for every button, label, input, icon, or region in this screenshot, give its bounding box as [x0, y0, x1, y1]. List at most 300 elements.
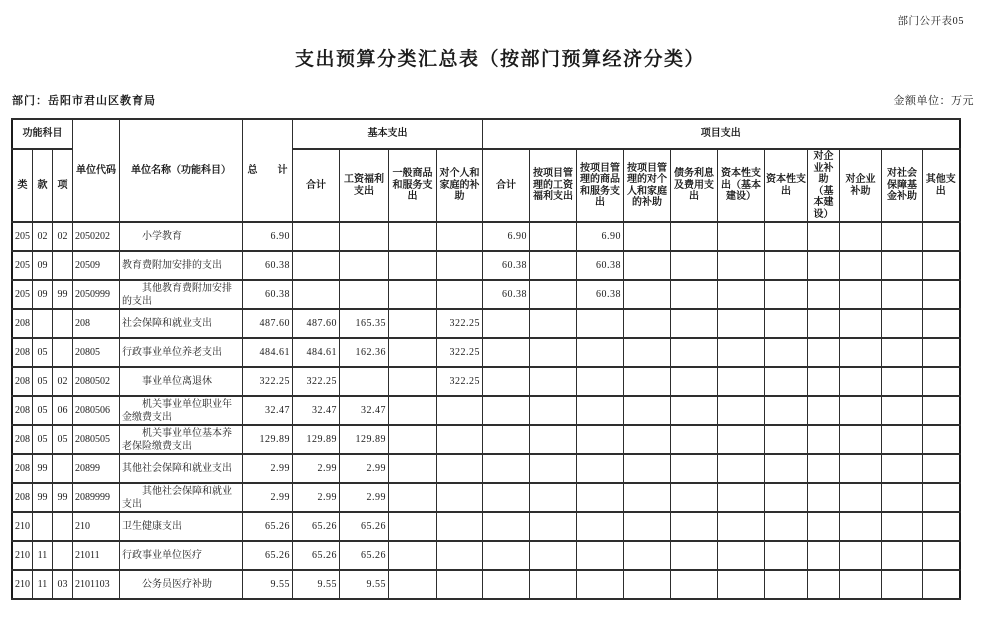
value-cell: [671, 309, 718, 338]
value-cell: [389, 338, 437, 367]
value-cell: [624, 396, 671, 425]
value-cell: [671, 367, 718, 396]
func-class-cell: 208: [12, 309, 33, 338]
header-basic-individual: 对个人和家庭的补助: [437, 149, 483, 222]
value-cell: 65.26: [293, 512, 340, 541]
value-cell: [530, 309, 577, 338]
func-item-cell: 05: [53, 425, 73, 454]
value-cell: [840, 396, 882, 425]
value-cell: [718, 280, 765, 309]
value-cell: [765, 454, 808, 483]
unit-code-cell: 2050202: [73, 222, 120, 251]
unit-name-cell: 教育费附加安排的支出: [120, 251, 243, 280]
value-cell: [483, 541, 530, 570]
value-cell: 65.26: [293, 541, 340, 570]
table-row: [12, 309, 960, 338]
value-cell: 2.99: [293, 483, 340, 512]
header-basic-total: 合计: [293, 149, 340, 222]
value-cell: [437, 396, 483, 425]
value-cell: [765, 338, 808, 367]
value-cell: [808, 512, 840, 541]
value-cell: [389, 570, 437, 599]
func-class-cell: 208: [12, 396, 33, 425]
value-cell: [718, 338, 765, 367]
value-cell: 322.25: [437, 338, 483, 367]
value-cell: [923, 222, 960, 251]
value-cell: [765, 541, 808, 570]
value-cell: [437, 280, 483, 309]
value-cell: [671, 483, 718, 512]
value-cell: [808, 570, 840, 599]
value-cell: [765, 222, 808, 251]
value-cell: [808, 396, 840, 425]
value-cell: 6.90: [577, 222, 624, 251]
value-cell: [882, 280, 923, 309]
value-cell: [923, 338, 960, 367]
func-class-cell: 205: [12, 222, 33, 251]
func-item-cell: [53, 338, 73, 367]
header-basic-wages: 工资福利支出: [340, 149, 389, 222]
header-enterprise-subsidy-construction: 对企业补助（基本建设）: [808, 149, 840, 222]
value-cell: [718, 454, 765, 483]
table-body: [12, 222, 960, 599]
value-cell: 60.38: [577, 280, 624, 309]
value-cell: [530, 570, 577, 599]
unit-name-cell: 小学教育: [120, 222, 243, 251]
value-cell: [483, 425, 530, 454]
func-item-cell: 99: [53, 280, 73, 309]
value-cell: [340, 367, 389, 396]
func-section-cell: 99: [33, 454, 53, 483]
value-cell: [882, 222, 923, 251]
value-cell: [293, 251, 340, 280]
value-cell: [624, 454, 671, 483]
value-cell: 2.99: [293, 454, 340, 483]
value-cell: [340, 222, 389, 251]
func-section-cell: [33, 512, 53, 541]
budget-table: [11, 118, 961, 600]
header-capital-construction: 资本性支出（基本建设）: [718, 149, 765, 222]
func-section-cell: 05: [33, 396, 53, 425]
header-other-expenditure: 其他支出: [923, 149, 960, 222]
value-cell: [718, 309, 765, 338]
unit-code-cell: 2080502: [73, 367, 120, 396]
value-cell: [765, 251, 808, 280]
value-cell: 2.99: [243, 454, 293, 483]
value-cell: [389, 541, 437, 570]
table-row: [12, 222, 960, 251]
value-cell: 129.89: [293, 425, 340, 454]
value-cell: 322.25: [437, 309, 483, 338]
table-row: [12, 338, 960, 367]
unit-code-cell: 2080506: [73, 396, 120, 425]
header-func-class: 类: [12, 149, 33, 222]
value-cell: [577, 396, 624, 425]
value-cell: [293, 222, 340, 251]
value-cell: [577, 454, 624, 483]
value-cell: [624, 541, 671, 570]
value-cell: [808, 425, 840, 454]
func-section-cell: 09: [33, 251, 53, 280]
unit-name-cell: 机关事业单位职业年金缴费支出: [120, 396, 243, 425]
table-row: [12, 280, 960, 309]
value-cell: [671, 454, 718, 483]
value-cell: [718, 396, 765, 425]
func-class-cell: 210: [12, 570, 33, 599]
value-cell: 9.55: [293, 570, 340, 599]
func-item-cell: [53, 309, 73, 338]
value-cell: [483, 396, 530, 425]
value-cell: [530, 512, 577, 541]
value-cell: [389, 222, 437, 251]
value-cell: [671, 425, 718, 454]
value-cell: [808, 251, 840, 280]
func-item-cell: 02: [53, 222, 73, 251]
value-cell: [808, 309, 840, 338]
meta-row: [12, 92, 974, 108]
value-cell: [840, 541, 882, 570]
value-cell: [671, 280, 718, 309]
value-cell: [765, 483, 808, 512]
value-cell: 2.99: [340, 454, 389, 483]
value-cell: 65.26: [243, 512, 293, 541]
value-cell: 322.25: [243, 367, 293, 396]
value-cell: [530, 425, 577, 454]
value-cell: 9.55: [340, 570, 389, 599]
value-cell: [808, 338, 840, 367]
value-cell: [483, 512, 530, 541]
value-cell: 60.38: [243, 251, 293, 280]
value-cell: [577, 541, 624, 570]
value-cell: [923, 396, 960, 425]
table-row: [12, 251, 960, 280]
unit-name-cell: 其他教育费附加安排的支出: [120, 280, 243, 309]
value-cell: [483, 570, 530, 599]
header-func-section: 款: [33, 149, 53, 222]
value-cell: [923, 541, 960, 570]
value-cell: [765, 280, 808, 309]
value-cell: 165.35: [340, 309, 389, 338]
unit-name-cell: 其他社会保障和就业支出: [120, 483, 243, 512]
value-cell: 65.26: [340, 512, 389, 541]
value-cell: [624, 251, 671, 280]
value-cell: [671, 541, 718, 570]
value-cell: 129.89: [243, 425, 293, 454]
value-cell: [840, 454, 882, 483]
header-basic-group: 基本支出: [293, 119, 483, 149]
value-cell: [530, 396, 577, 425]
value-cell: [389, 251, 437, 280]
value-cell: 60.38: [577, 251, 624, 280]
value-cell: [624, 338, 671, 367]
value-cell: [624, 570, 671, 599]
header-capital: 资本性支出: [765, 149, 808, 222]
table-row: [12, 570, 960, 599]
amount-unit-label: 金额单位：万元: [893, 95, 974, 107]
func-item-cell: 06: [53, 396, 73, 425]
func-class-cell: 208: [12, 425, 33, 454]
func-section-cell: 11: [33, 570, 53, 599]
func-item-cell: [53, 512, 73, 541]
value-cell: [923, 309, 960, 338]
unit-name-cell: 事业单位离退休: [120, 367, 243, 396]
func-section-cell: 05: [33, 367, 53, 396]
value-cell: [923, 512, 960, 541]
value-cell: [765, 425, 808, 454]
value-cell: 9.55: [243, 570, 293, 599]
table-row: [12, 425, 960, 454]
value-cell: [840, 512, 882, 541]
value-cell: [671, 251, 718, 280]
value-cell: [577, 338, 624, 367]
value-cell: [340, 251, 389, 280]
unit-code-cell: 20899: [73, 454, 120, 483]
header-debt-interest: 债务利息及费用支出: [671, 149, 718, 222]
func-item-cell: 02: [53, 367, 73, 396]
value-cell: [483, 338, 530, 367]
value-cell: [577, 483, 624, 512]
func-item-cell: [53, 541, 73, 570]
table-row: [12, 396, 960, 425]
value-cell: [840, 251, 882, 280]
value-cell: [718, 483, 765, 512]
department-label: 部门：岳阳市君山区教育局: [12, 95, 156, 107]
value-cell: [389, 396, 437, 425]
value-cell: [923, 280, 960, 309]
value-cell: [840, 367, 882, 396]
header-project-wages: 按项目管理的工资福利支出: [530, 149, 577, 222]
value-cell: [671, 396, 718, 425]
value-cell: [923, 251, 960, 280]
value-cell: [808, 367, 840, 396]
value-cell: [530, 483, 577, 512]
func-section-cell: 09: [33, 280, 53, 309]
value-cell: 6.90: [483, 222, 530, 251]
value-cell: [437, 222, 483, 251]
value-cell: [530, 222, 577, 251]
value-cell: [808, 483, 840, 512]
unit-code-cell: 2089999: [73, 483, 120, 512]
unit-name-cell: 其他社会保障和就业支出: [120, 454, 243, 483]
value-cell: [671, 512, 718, 541]
value-cell: [882, 570, 923, 599]
value-cell: [840, 280, 882, 309]
value-cell: [389, 309, 437, 338]
value-cell: [340, 280, 389, 309]
value-cell: 65.26: [340, 541, 389, 570]
value-cell: [840, 483, 882, 512]
value-cell: [624, 222, 671, 251]
header-func-item: 项: [53, 149, 73, 222]
value-cell: 487.60: [243, 309, 293, 338]
unit-name-cell: 社会保障和就业支出: [120, 309, 243, 338]
value-cell: [389, 483, 437, 512]
func-item-cell: 03: [53, 570, 73, 599]
table-row: [12, 483, 960, 512]
value-cell: [671, 570, 718, 599]
value-cell: [840, 425, 882, 454]
value-cell: [882, 367, 923, 396]
func-item-cell: [53, 454, 73, 483]
value-cell: [437, 541, 483, 570]
header-group-row: [12, 119, 960, 149]
unit-code-cell: 20805: [73, 338, 120, 367]
value-cell: [293, 280, 340, 309]
value-cell: [765, 309, 808, 338]
unit-name-cell: 行政事业单位医疗: [120, 541, 243, 570]
header-project-total: 合计: [483, 149, 530, 222]
value-cell: [718, 222, 765, 251]
value-cell: [718, 367, 765, 396]
value-cell: 32.47: [293, 396, 340, 425]
unit-name-cell: 卫生健康支出: [120, 512, 243, 541]
value-cell: [882, 396, 923, 425]
value-cell: [882, 454, 923, 483]
value-cell: 60.38: [483, 280, 530, 309]
unit-name-cell: 公务员医疗补助: [120, 570, 243, 599]
value-cell: [840, 570, 882, 599]
value-cell: [882, 309, 923, 338]
value-cell: [389, 367, 437, 396]
header-project-goods: 按项目管理的商品和服务支出: [577, 149, 624, 222]
header-enterprise-subsidy: 对企业补助: [840, 149, 882, 222]
value-cell: [483, 454, 530, 483]
value-cell: [671, 338, 718, 367]
func-class-cell: 208: [12, 338, 33, 367]
func-class-cell: 210: [12, 512, 33, 541]
func-section-cell: 05: [33, 338, 53, 367]
value-cell: [840, 309, 882, 338]
value-cell: [624, 309, 671, 338]
func-item-cell: [53, 251, 73, 280]
value-cell: [718, 512, 765, 541]
value-cell: [808, 222, 840, 251]
unit-name-cell: 行政事业单位养老支出: [120, 338, 243, 367]
value-cell: [530, 367, 577, 396]
value-cell: [808, 454, 840, 483]
unit-code-cell: 21011: [73, 541, 120, 570]
value-cell: [530, 251, 577, 280]
value-cell: 32.47: [340, 396, 389, 425]
value-cell: [923, 367, 960, 396]
func-class-cell: 210: [12, 541, 33, 570]
header-func-group: 功能科目: [12, 119, 73, 149]
value-cell: [530, 541, 577, 570]
value-cell: 2.99: [340, 483, 389, 512]
header-social-security-subsidy: 对社会保障基金补助: [882, 149, 923, 222]
value-cell: 2.99: [243, 483, 293, 512]
value-cell: [718, 541, 765, 570]
unit-code-cell: 210: [73, 512, 120, 541]
value-cell: [389, 454, 437, 483]
func-class-cell: 205: [12, 251, 33, 280]
header-project-individual: 按项目管理的对个人和家庭的补助: [624, 149, 671, 222]
value-cell: 129.89: [340, 425, 389, 454]
value-cell: [389, 425, 437, 454]
header-basic-goods: 一般商品和服务支出: [389, 149, 437, 222]
func-class-cell: 208: [12, 454, 33, 483]
func-class-cell: 208: [12, 367, 33, 396]
unit-name-cell: 机关事业单位基本养老保险缴费支出: [120, 425, 243, 454]
value-cell: [624, 483, 671, 512]
value-cell: 6.90: [243, 222, 293, 251]
value-cell: 322.25: [293, 367, 340, 396]
page-title: 支出预算分类汇总表（按部门预算经济分类）: [294, 49, 705, 70]
value-cell: [718, 251, 765, 280]
value-cell: [923, 454, 960, 483]
value-cell: [718, 425, 765, 454]
value-cell: 484.61: [243, 338, 293, 367]
value-cell: [808, 541, 840, 570]
value-cell: [577, 309, 624, 338]
value-cell: [882, 541, 923, 570]
unit-code-cell: 208: [73, 309, 120, 338]
value-cell: [389, 280, 437, 309]
value-cell: [765, 396, 808, 425]
value-cell: 60.38: [243, 280, 293, 309]
value-cell: 162.36: [340, 338, 389, 367]
value-cell: [840, 338, 882, 367]
value-cell: [483, 367, 530, 396]
func-section-cell: [33, 309, 53, 338]
value-cell: [483, 309, 530, 338]
value-cell: [437, 425, 483, 454]
value-cell: [882, 251, 923, 280]
value-cell: 484.61: [293, 338, 340, 367]
value-cell: [671, 222, 718, 251]
value-cell: [882, 483, 923, 512]
func-section-cell: 99: [33, 483, 53, 512]
unit-code-cell: 2050999: [73, 280, 120, 309]
value-cell: [765, 512, 808, 541]
value-cell: 65.26: [243, 541, 293, 570]
func-class-cell: 205: [12, 280, 33, 309]
value-cell: [718, 570, 765, 599]
value-cell: [808, 280, 840, 309]
value-cell: [577, 367, 624, 396]
header-project-group: 项目支出: [483, 119, 960, 149]
value-cell: [389, 512, 437, 541]
value-cell: [483, 483, 530, 512]
value-cell: [577, 425, 624, 454]
value-cell: [923, 425, 960, 454]
value-cell: [437, 570, 483, 599]
value-cell: [577, 512, 624, 541]
value-cell: [882, 425, 923, 454]
value-cell: [437, 454, 483, 483]
unit-code-cell: 2101103: [73, 570, 120, 599]
value-cell: [923, 570, 960, 599]
value-cell: [923, 483, 960, 512]
func-section-cell: 02: [33, 222, 53, 251]
func-class-cell: 208: [12, 483, 33, 512]
table-row: [12, 454, 960, 483]
value-cell: [624, 367, 671, 396]
func-section-cell: 11: [33, 541, 53, 570]
value-cell: [765, 570, 808, 599]
value-cell: [624, 280, 671, 309]
header-unit-code: 单位代码: [73, 119, 120, 222]
value-cell: [882, 338, 923, 367]
value-cell: 32.47: [243, 396, 293, 425]
unit-code-cell: 2080505: [73, 425, 120, 454]
value-cell: [882, 512, 923, 541]
value-cell: [530, 280, 577, 309]
value-cell: [530, 454, 577, 483]
value-cell: [577, 570, 624, 599]
value-cell: [840, 222, 882, 251]
table-row: [12, 512, 960, 541]
